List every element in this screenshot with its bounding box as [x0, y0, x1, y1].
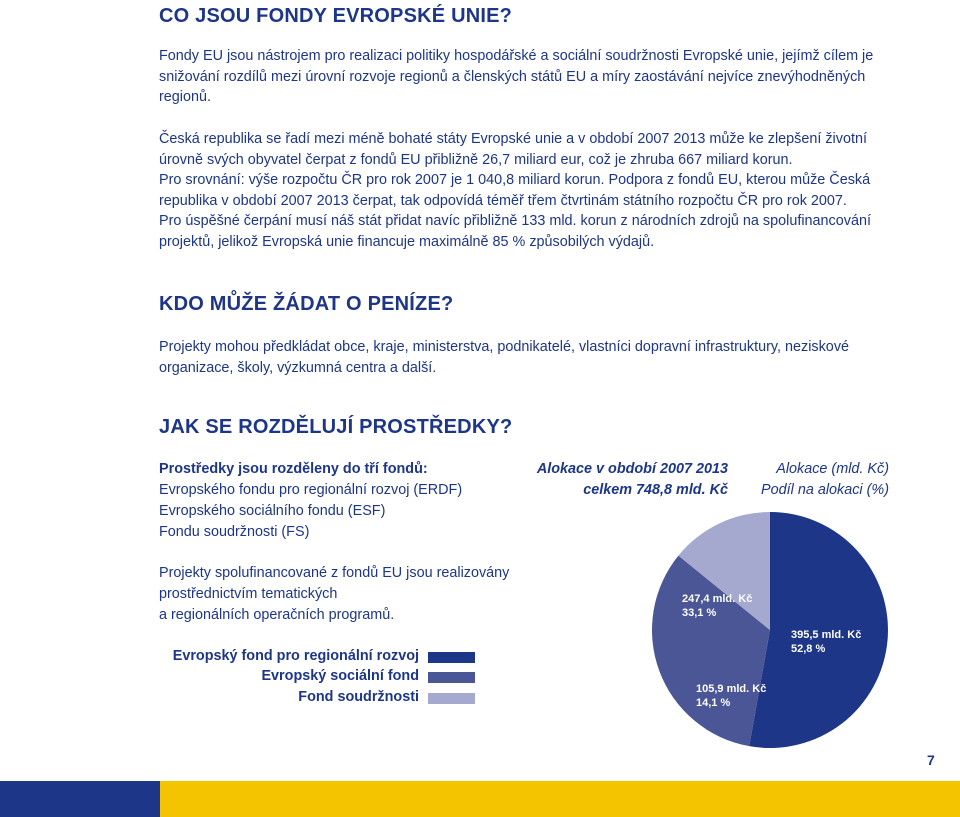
legend-label-erdf: Evropský fond pro regionální rozvoj: [172, 648, 419, 664]
legend-label-esf: Evropský sociální fond: [261, 668, 419, 684]
legend-swatch-fs: [428, 693, 475, 704]
legend-label-fs: Fond soudržnosti: [298, 689, 419, 705]
projects-line: Projekty spolufinancované z fondů EU jsou realizovány: [159, 565, 510, 581]
legend-swatch-erdf: [428, 652, 475, 663]
pie-label-value: 247,4 mld. Kč: [682, 593, 753, 605]
pie-label-fs: [696, 682, 766, 710]
text-line: republika v období 2007 2013 čerpat, tak odpovídá téměř třem čtvrtinám státního rozpočtu ČR pro rok 2007.: [159, 192, 847, 209]
text-line: Pro srovnání: výše rozpočtu ČR pro rok 2007 je 1 040,8 miliard korun. Podpora z fondů EU, kterou může Česká: [159, 172, 871, 188]
legend-note-share: Podíl na alokaci (%): [761, 482, 889, 498]
pie-label-value: 395,5 mld. Kč: [791, 629, 862, 641]
funds-heading: Prostředky jsou rozděleny do tří fondů:: [159, 461, 428, 477]
text-line: snižování rozdílů mezi úrovní rozvoje regionů a členských států EU a míry zaostávání nejvíce znevýhodněných: [159, 68, 866, 85]
section-title-what-are-funds: CO JSOU FONDY EVROPSKÉ UNIE?: [159, 5, 513, 27]
legend-note-allocation: Alokace (mld. Kč): [776, 461, 889, 477]
text-line: Pro úspěšné čerpání musí náš stát přidat navíc přibližně 133 mld. korun z národních zdrojů na spolufinancování: [159, 213, 871, 229]
pie-label-erdf: [791, 628, 861, 656]
fund-item-esf: Evropského sociálního fondu (ESF): [159, 503, 386, 519]
applicants-paragraph: [159, 337, 899, 378]
legend-swatch-esf: [428, 672, 475, 683]
text-line: Fondy EU jsou nástrojem pro realizaci politiky hospodářské a sociální soudržnosti Evropské unie, jejímž cílem je: [159, 48, 874, 64]
projects-line: prostřednictvím tematických: [159, 586, 338, 602]
text-line: Projekty mohou předkládat obce, kraje, ministerstva, podnikatelé, vlastníci dopravní infrastruktury, neziskové: [159, 339, 850, 355]
pie-label-value: 105,9 mld. Kč: [696, 683, 767, 695]
text-line: organizace, školy, výzkumná centra a další.: [159, 359, 437, 376]
pie-label-percent: 52,8 %: [791, 643, 826, 655]
pie-label-esf: [682, 592, 752, 620]
text-line: úrovně svých obyvatel čerpat z fondů EU přibližně 26,7 miliard eur, což je zhruba 667 miliard korun.: [159, 151, 793, 168]
czech-paragraph: [159, 129, 919, 252]
text-line: Česká republika se řadí mezi méně bohaté státy Evropské unie a v období 2007 2013 může ke zlepšení životní: [159, 131, 867, 147]
text-line: projektů, jelikož Evropská unie financuje maximálně 85 % způsobilých výdajů.: [159, 233, 655, 250]
section-title-who-can-apply: KDO MŮŽE ŽÁDAT O PENÍZE?: [159, 293, 454, 315]
allocation-title: Alokace v období 2007 2013: [536, 461, 728, 477]
section-title-distribution: JAK SE ROZDĚLUJÍ PROSTŘEDKY?: [159, 416, 513, 438]
pie-label-percent: 14,1 %: [696, 697, 731, 709]
footer-band-yellow: [160, 781, 960, 817]
text-line: regionů.: [159, 89, 212, 105]
footer-band-blue: [0, 781, 160, 817]
fund-item-fs: Fondu soudržnosti (FS): [159, 524, 310, 540]
page-number: 7: [927, 752, 935, 768]
pie-label-percent: 33,1 %: [682, 607, 717, 619]
allocation-total: celkem 748,8 mld. Kč: [583, 482, 728, 498]
projects-line: a regionálních operačních programů.: [159, 607, 395, 623]
fund-item-erdf: Evropského fondu pro regionální rozvoj (ERDF): [159, 482, 463, 498]
intro-paragraph: [159, 46, 899, 108]
